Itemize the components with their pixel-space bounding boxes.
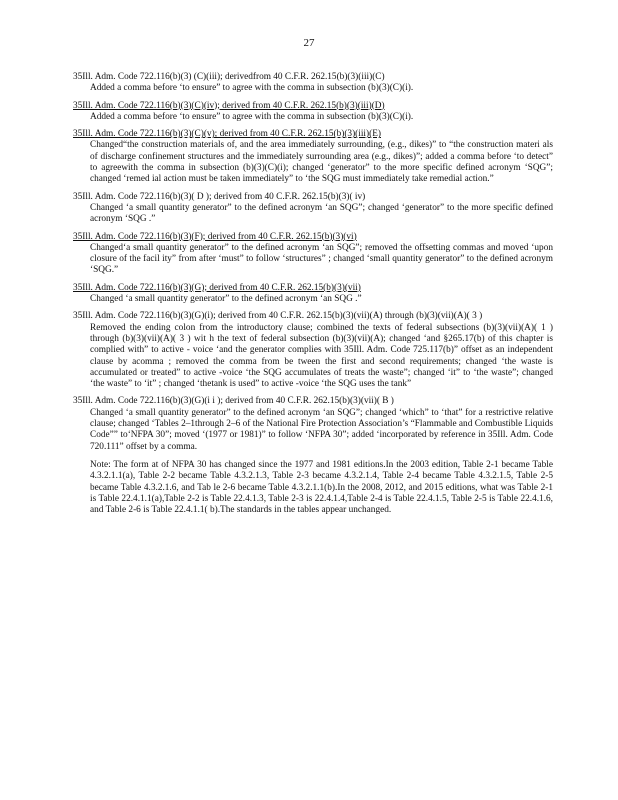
entry-citation: 35Ill. Adm. Code 722.116(b)(3) (C)(iii); derivedfrom 40 C.F.R. 262.15(b)(3)(iii)(C)	[73, 72, 385, 82]
entries-list	[73, 72, 553, 522]
entry-description: Changed ‘a small quantity generator” to the defined acronym ‘an SQG”; changed ‘which” to ‘that” for a restrictive relative clause; changed ‘Tables 2–1through 2–6 of the National Fire Protection Association’s “Flammable and Combustible Liquids Code”” to‘NFPA 30”; moved ‘(1977 or 1981)” to follow ‘NFPA 30”; added ‘incorporated by reference in 35Ill. Adm. Code 720.111” offset by a comma.	[90, 407, 553, 452]
entry	[73, 101, 553, 124]
entry	[73, 311, 553, 390]
entry-citation: 35Ill. Adm. Code 722.116(b)(3)(G); derived from 40 C.F.R. 262.15(b)(3)(vii)	[73, 282, 361, 293]
entry-citation: 35Ill. Adm. Code 722.116(b)(3)(C)(v); derived from 40 C.F.R. 262.15(b)(3)(iii)(E)	[73, 129, 381, 140]
entry	[73, 72, 553, 95]
page-number: 27	[303, 37, 315, 49]
entry	[73, 129, 553, 185]
entry-citation: 35Ill. Adm. Code 722.116(b)(3)(G)(i); derived from 40 C.F.R. 262.15(b)(3)(vii)(A) through (b)(3)(vii)(A)( 3 )	[73, 311, 483, 322]
entry-description: Added a comma before ‘to ensure” to agree with the comma in subsection (b)(3)(C)(i).	[90, 83, 414, 94]
entry	[73, 232, 553, 277]
entry-citation: 35Ill. Adm. Code 722.116(b)(3)(F); derived from 40 C.F.R. 262.15(b)(3)(vi)	[73, 231, 357, 242]
entry-citation: 35Ill. Adm. Code 722.116(b)(3)( D ); derived from 40 C.F.R. 262.15(b)(3)( iv)	[73, 191, 366, 202]
entry-description: Removed the ending colon from the introductory clause; combined the texts of federal subsections (b)(3)(vii)(A)( 1 ) through (b)(3)(vii)(A)( 3 ) wit h the text of federal subsection (b)(3)(vii)(A); changed ‘and §265.17(b) of this chapter is complied with” to active - voice ‘and the generator complies with 35Ill. Adm. Code 725.117(b)” offset as an independent clause by acomma ; removed the comma from be tween the first and second requirements; changed ‘the waste is accumulated or treated” to active -voice ‘the SQG accumulates of treats the waste”; changed ‘it” to ‘the waste”; changed ‘the waste” to ‘it” ; changed ‘thetank is used” to active -voice ‘the SQG uses the tank”	[90, 322, 553, 390]
entry-description: Changed“the construction materials of, and the area immediately surrounding, (e.g., dikes)” to “the construction materi als of discharge confinement structures and the immediately surrounding area (e.g., dikes)”; added a comma before ‘to detect” to agreewith the comma in subsection (b)(3)(C)(i); changed ‘generator” to the more specific defined acronym ‘SQG”; changed ‘remed ial action must be taken immediately” to ‘the SQG must immediately take remedial action.”	[90, 140, 553, 185]
entry	[73, 283, 553, 306]
entry-description: Changed ‘a small quantity generator” to the defined acronym ‘an SQG .”	[90, 294, 362, 305]
entry	[73, 396, 553, 516]
entry-citation: 35Ill. Adm. Code 722.116(b)(3)(G)(i i ); derived from 40 C.F.R. 262.15(b)(3)(vii)( B )	[73, 396, 394, 407]
entry-description: Changed ‘a small quantity generator” to the defined acronym ‘an SQG”; changed ‘generator” to the more specific defined acronym ‘SQG .”	[90, 202, 553, 225]
entry-citation: 35Ill. Adm. Code 722.116(b)(3)(C)(iv); derived from 40 C.F.R. 262.15(b)(3)(iii)(D)	[73, 100, 385, 111]
entry	[73, 192, 553, 226]
entry-description: Changed‘a small quantity generator” to the defined acronym ‘an SQG”; removed the offsetting commas and moved ‘upon closure of the facil ity” from after ‘must” to follow ‘structures” ; changed ‘small quantity generator” to the defined acronym ‘SQG.”	[90, 242, 553, 276]
entry-note: Note: The form at of NFPA 30 has changed since the 1977 and 1981 editions.In the 2003 edition, Table 2-1 became Table 4.3.2.1.1(a), Table 2-2 became Table 4.3.2.1.3, Table 2-3 became 4.3.2.1.4, Table 2-4 became Table 4.3.2.1.5, Table 2-5 became Table 4.3.2.1.6, and Tab le 2-6 became Table 4.3.2.1.1(b).In the 2008, 2012, and 2015 editions, what was Table 2-1 is Table 22.4.1.1(a),Table 2-2 is Table 22.4.1.3, Table 2-3 is 22.4.1.4,Table 2-4 is Table 22.4.1.5, Table 2-5 is Table 22.4.1.6, and Table 2-6 is Table 22.4.1.1( b).The standards in the tables appear unchanged.	[90, 459, 553, 516]
entry-description: Added a comma before ‘to ensure” to agree with the comma in subsection (b)(3)(C)(i).	[90, 111, 414, 122]
